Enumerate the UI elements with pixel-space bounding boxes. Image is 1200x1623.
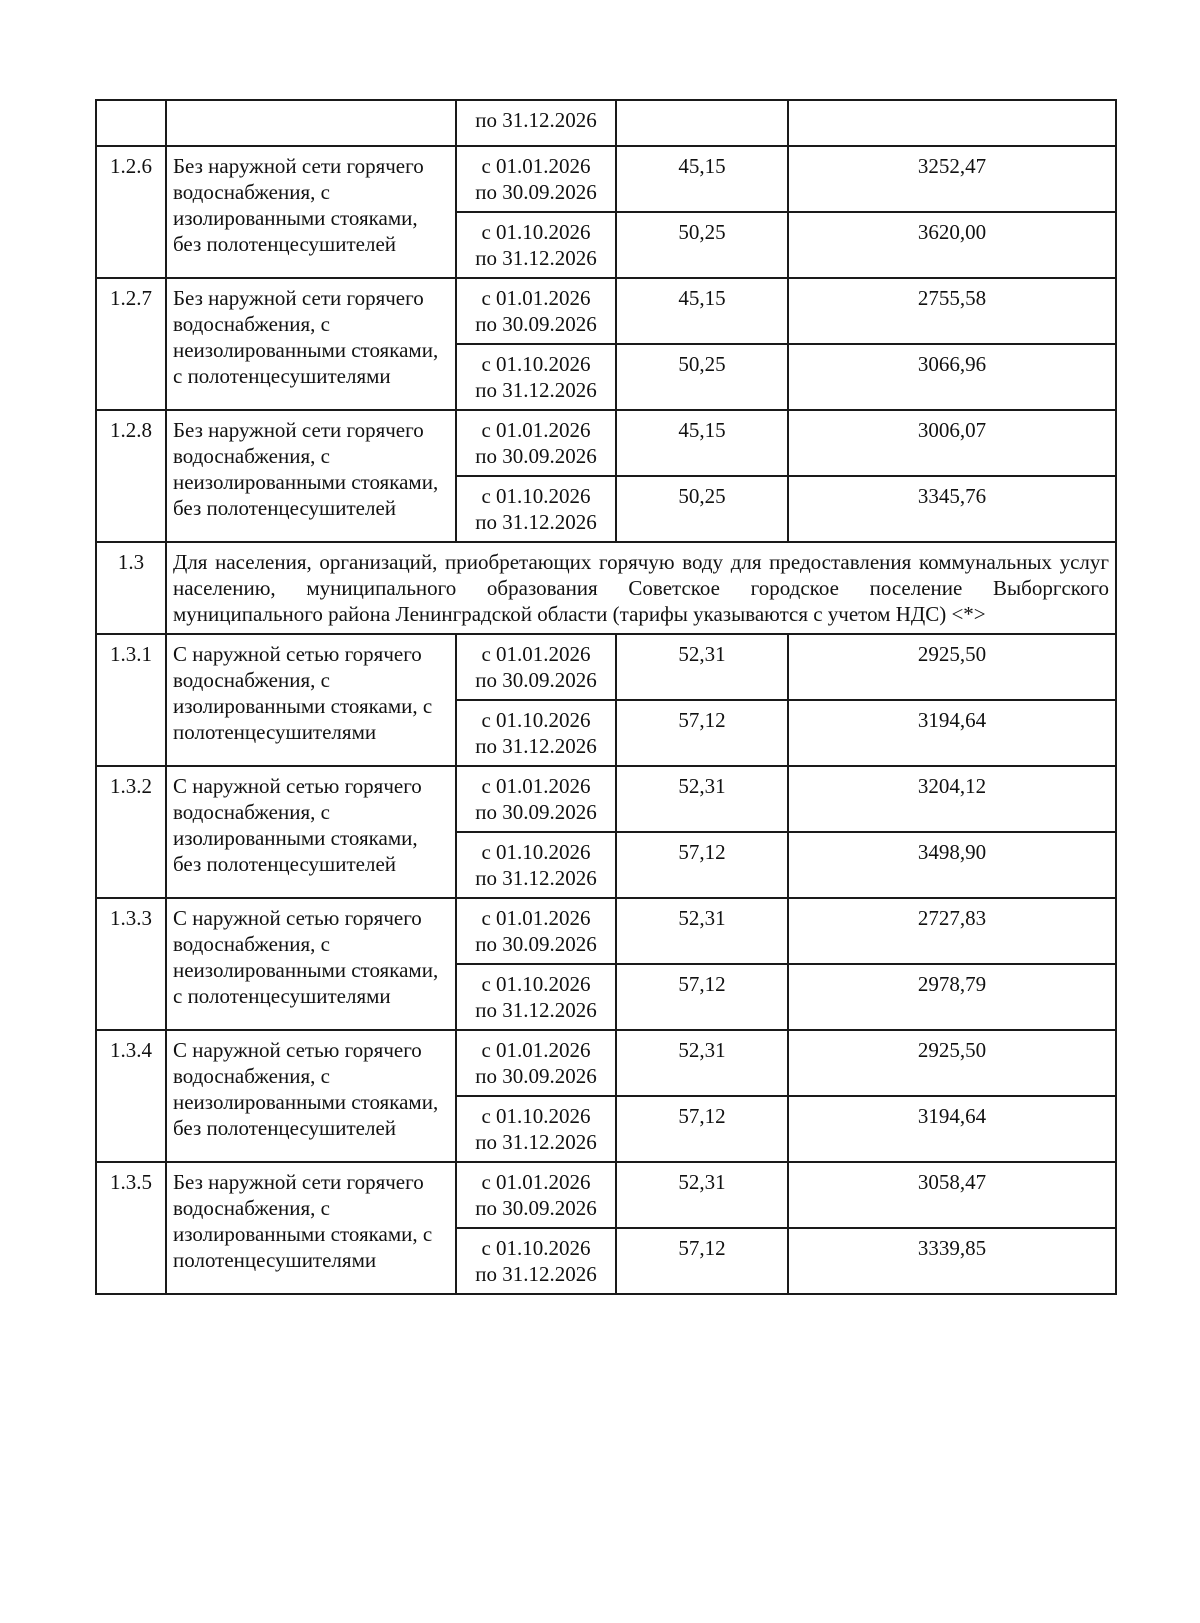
period-from: с 01.10.2026: [481, 972, 591, 996]
row-code: 1.2.8: [96, 410, 166, 542]
value1-cell: 52,31: [616, 1162, 788, 1228]
period-from: с 01.01.2026: [481, 286, 591, 310]
period-to: по 30.09.2026: [475, 800, 597, 824]
tariff-table: [95, 99, 1117, 1295]
period-to: по 30.09.2026: [475, 1064, 597, 1088]
row-name: С наружной сетью горячего водоснабжения, с неизолированными стояками, с полотенцесушителями: [166, 898, 456, 1030]
section-row: [96, 542, 1116, 634]
period-cell: [456, 1030, 616, 1096]
period-from: с 01.01.2026: [481, 418, 591, 442]
value1-cell: 50,25: [616, 344, 788, 410]
period-cell: [456, 1096, 616, 1162]
period-to: по 30.09.2026: [475, 1196, 597, 1220]
value1-cell: 57,12: [616, 832, 788, 898]
value2-cell: 3252,47: [788, 146, 1116, 212]
period-to: по 30.09.2026: [475, 312, 597, 336]
period-from: с 01.10.2026: [481, 220, 591, 244]
period-cell: [456, 146, 616, 212]
value1-cell: 45,15: [616, 146, 788, 212]
value1-cell: 45,15: [616, 278, 788, 344]
period-from: с 01.10.2026: [481, 484, 591, 508]
period-cell: [456, 700, 616, 766]
period-cell: [456, 964, 616, 1030]
value1-cell: [616, 100, 788, 146]
period-cell: [456, 278, 616, 344]
row-code: 1.3.5: [96, 1162, 166, 1294]
value1-cell: 57,12: [616, 1096, 788, 1162]
value2-cell: 2755,58: [788, 278, 1116, 344]
value1-cell: 57,12: [616, 700, 788, 766]
period-cell: [456, 832, 616, 898]
period-to: по 31.12.2026: [475, 378, 597, 402]
period-from: с 01.10.2026: [481, 840, 591, 864]
period-from: с 01.01.2026: [481, 774, 591, 798]
value1-cell: 50,25: [616, 476, 788, 542]
value2-cell: 3194,64: [788, 700, 1116, 766]
period-cell: [456, 410, 616, 476]
period-cell: [456, 344, 616, 410]
section-title: Для населения, организаций, приобретающих горячую воду для предоставления коммунальных услуг населению, муниципального образования Советское городское поселение Выборгского муниципального района Ленинградской области (тарифы указываются с учетом НДС) <*>: [166, 542, 1116, 634]
value2-cell: 2925,50: [788, 1030, 1116, 1096]
row-code: 1.3.4: [96, 1030, 166, 1162]
table-row: [96, 278, 1116, 344]
value2-cell: 3204,12: [788, 766, 1116, 832]
table-row: [96, 100, 1116, 146]
value2-cell: [788, 100, 1116, 146]
period-to: по 31.12.2026: [475, 866, 597, 890]
value2-cell: 3194,64: [788, 1096, 1116, 1162]
period-to: по 30.09.2026: [475, 444, 597, 468]
row-name: С наружной сетью горячего водоснабжения, с изолированными стояками, без полотенцесушителей: [166, 766, 456, 898]
period-from: с 01.10.2026: [481, 1104, 591, 1128]
row-code: 1.3.1: [96, 634, 166, 766]
value1-cell: 52,31: [616, 766, 788, 832]
value1-cell: 57,12: [616, 1228, 788, 1294]
period-from: с 01.01.2026: [481, 642, 591, 666]
period-to: по 31.12.2026: [475, 1262, 597, 1286]
value2-cell: 3066,96: [788, 344, 1116, 410]
row-name: Без наружной сети горячего водоснабжения, с неизолированными стояками, без полотенцесушителей: [166, 410, 456, 542]
row-name: С наружной сетью горячего водоснабжения, с неизолированными стояками, без полотенцесушителей: [166, 1030, 456, 1162]
row-code: 1.3.2: [96, 766, 166, 898]
value2-cell: 3339,85: [788, 1228, 1116, 1294]
period-cell: [456, 1162, 616, 1228]
period-cell: [456, 634, 616, 700]
value2-cell: 2727,83: [788, 898, 1116, 964]
row-code: 1.3.3: [96, 898, 166, 1030]
table-row: [96, 410, 1116, 476]
period-to: по 30.09.2026: [475, 180, 597, 204]
period-cell: [456, 476, 616, 542]
section-code: 1.3: [96, 542, 166, 634]
table-row: [96, 766, 1116, 832]
table-row: [96, 1030, 1116, 1096]
value2-cell: 2978,79: [788, 964, 1116, 1030]
row-code: [96, 100, 166, 146]
period-cell: [456, 100, 616, 146]
value1-cell: 52,31: [616, 1030, 788, 1096]
row-name: Без наружной сети горячего водоснабжения, с неизолированными стояками, с полотенцесушителями: [166, 278, 456, 410]
value1-cell: 50,25: [616, 212, 788, 278]
value2-cell: 3620,00: [788, 212, 1116, 278]
value2-cell: 3498,90: [788, 832, 1116, 898]
period-to: по 31.12.2026: [475, 510, 597, 534]
period-to: по 31.12.2026: [475, 108, 597, 132]
period-to: по 31.12.2026: [475, 998, 597, 1022]
period-to: по 31.12.2026: [475, 246, 597, 270]
period-from: с 01.01.2026: [481, 1170, 591, 1194]
period-cell: [456, 766, 616, 832]
value1-cell: 57,12: [616, 964, 788, 1030]
period-to: по 31.12.2026: [475, 1130, 597, 1154]
period-cell: [456, 212, 616, 278]
period-from: с 01.10.2026: [481, 1236, 591, 1260]
value1-cell: 45,15: [616, 410, 788, 476]
row-name: Без наружной сети горячего водоснабжения, с изолированными стояками, без полотенцесушителей: [166, 146, 456, 278]
period-from: с 01.01.2026: [481, 1038, 591, 1062]
period-to: по 31.12.2026: [475, 734, 597, 758]
row-name: Без наружной сети горячего водоснабжения, с изолированными стояками, с полотенцесушителями: [166, 1162, 456, 1294]
period-from: с 01.10.2026: [481, 708, 591, 732]
value1-cell: 52,31: [616, 634, 788, 700]
table-row: [96, 634, 1116, 700]
period-to: по 30.09.2026: [475, 668, 597, 692]
period-from: с 01.01.2026: [481, 154, 591, 178]
row-name: С наружной сетью горячего водоснабжения, с изолированными стояками, с полотенцесушителями: [166, 634, 456, 766]
row-code: 1.2.6: [96, 146, 166, 278]
row-name: [166, 100, 456, 146]
period-from: с 01.10.2026: [481, 352, 591, 376]
value2-cell: 2925,50: [788, 634, 1116, 700]
value2-cell: 3345,76: [788, 476, 1116, 542]
value1-cell: 52,31: [616, 898, 788, 964]
row-code: 1.2.7: [96, 278, 166, 410]
period-to: по 30.09.2026: [475, 932, 597, 956]
period-from: с 01.01.2026: [481, 906, 591, 930]
table-row: [96, 898, 1116, 964]
value2-cell: 3006,07: [788, 410, 1116, 476]
table-row: [96, 146, 1116, 212]
period-cell: [456, 898, 616, 964]
period-cell: [456, 1228, 616, 1294]
value2-cell: 3058,47: [788, 1162, 1116, 1228]
table-row: [96, 1162, 1116, 1228]
